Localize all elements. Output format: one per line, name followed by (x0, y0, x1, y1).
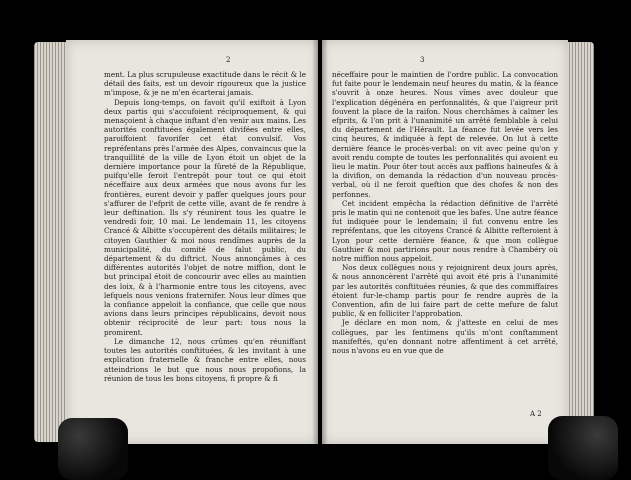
right-page-edges (564, 42, 594, 442)
left-page-number: 2 (226, 56, 231, 64)
left-page (66, 40, 318, 444)
paragraph: Je déclare en mon nom, & j'atteste en celui de mes collègues, par les fentimens qu'ils m'ont conftamment manifeftés, qu'en donnant notre affentiment à cet arrêté, nous n'avons eu en vue que de (332, 318, 558, 356)
paragraph: ment. La plus scrupuleuse exactitude dans le récit & le détail des faits, est un devoir rigoureux que la justice m'impose, & je ne m'en écarterai jamais. (104, 70, 306, 98)
book-gutter (312, 40, 328, 444)
right-page (322, 40, 568, 444)
left-thumb (58, 418, 128, 480)
signature-mark: A 2 (530, 410, 542, 418)
right-page-text (332, 70, 558, 440)
paragraph: néceffaire pour le maintien de l'ordre public. La convocation fut faite pour le lendemain neuf heures du matin, & la féance s'ouvrit à onze heures. Nous vîmes avec douleur que l'explication dégénéra en perfonnalités, & que l'aigreur prit fouvent la place de la raifon. Nous cherchâmes à calmer les efprits, & l'on prit à l'unanimité un arrêté femblable à celui du département de l'Hérault. La féance fut levée vers les cinq heures, & indiquée à fept de relevée. On lut à cette dernière féance le procès-verbal: on vit avec peine qu'on y avoit rendu compte de toutes les perfonnalités qui avoient eu lieu le matin. Pour ôter tout accès aux paffions haineufes & à la divifion, on demanda la rédaction d'un nouveau procès-verbal, où il ne feroit queftion que des chofes & non des perfonnes. (332, 70, 558, 199)
paragraph: Le dimanche 12, nous crûmes qu'en réuniffant toutes les autorités conftituées, & les invitant à une explication fraternelle & franche entre elles, nous atteindrions le but que nous nous propofions, la réunion de tous les bons citoyens, fi propre & fi (104, 336, 306, 383)
right-page-number: 3 (420, 56, 425, 64)
paragraph: Cet incident empêcha la rédaction définitive de l'arrêté pris le matin qui ne contenoit que les bafes. Une autre féance fut indiquée pour le lendemain; il fut convenu entre les repréfentans, que les citoyens Crancé & Albitte refteroient à Lyon pour cette dernière féance, & que mon collègue Gauthier & moi partirions pour nous rendre à Chambéry où notre miffion nous appeloit. (332, 198, 558, 264)
paragraph: Nos deux collègues nous y rejoignirent deux jours après, & nous annoncèrent l'arrêté qui avoit été pris à l'unanimité par les autorités conftituées réunies, & que des commiffaires étoient fur-le-champ partis pour fe rendre auprès de la Convention, afin de lui faire part de cette mefure de falut public, & en folliciter l'approbation. (332, 263, 558, 319)
right-thumb (548, 416, 618, 480)
left-page-text (104, 70, 306, 440)
paragraph: Depuis long-temps, on favoit qu'il exiftoit à Lyon deux partis qui s'accufoient réciproquement, & qui menaçoient à chaque inftant d'en venir aux mains. Les autorités conftituées également divifées entre elles, paroiffoient favorifer cet état convulsif. Vos repréfentans près l'armée des Alpes, convaincus que la tranquillité de la ville de Lyon étoit un objet de la dernière importance pour la fûreté de la République, puifqu'elle feroit l'entrepôt pour tout ce qui étoit néceffaire aux deux armées que nous avons fur les frontières, eurent devoir y paffer quelques jours pour s'affurer de l'efprit de cette ville, avant de fe rendre à leur deftination. Ils s'y réunirent tous les quatre le vendredi foir, 10 mai. Le lendemain 11, les citoyens Crancé & Albitte s'occupèrent des détails militaires; le citoyen Gauthier & moi nous rendîmes auprès de la municipalité, du comité de falut public, du département & du diftrict. Nous annonçâmes à ces différentes autorités l'objet de notre miffion, dont le but principal étoit de concourir avec elles au maintien des loix, & à l'harmonie entre tous les citoyens, avec lefquels nous venions fraternifer. Nous leur dîmes que la confiance appeloit la confiance, que celle que nous avions dans leurs principes républicains, devoit nous obtenir réciprocité de leur part: tous nous la promirent. (104, 97, 306, 337)
